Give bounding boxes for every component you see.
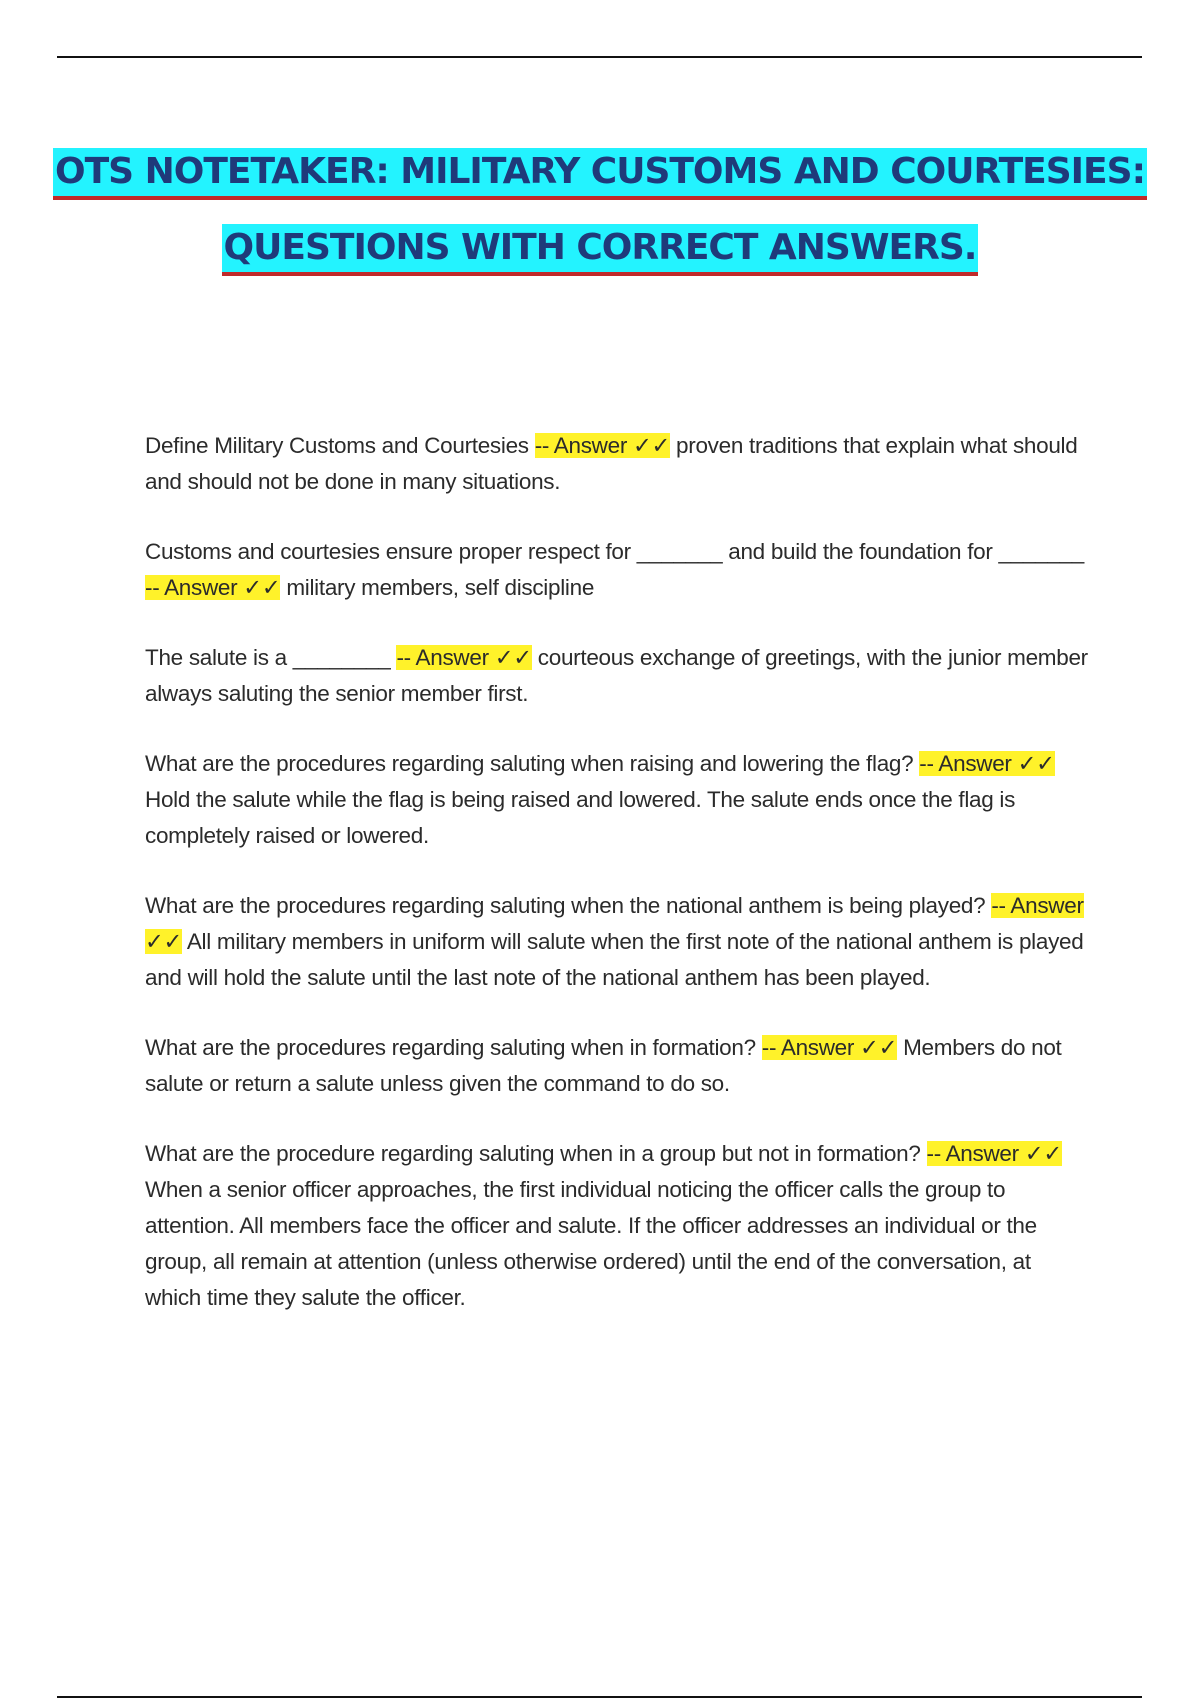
answer-text: All military members in uniform will salute when the first note of the national anthem is played and will hold the salute until the last note of the national anthem has been played. <box>145 929 1084 990</box>
question-text: Define Military Customs and Courtesies <box>145 433 529 458</box>
qa-item <box>145 640 1090 712</box>
question-text: What are the procedures regarding saluting when in formation? <box>145 1035 756 1060</box>
answer-marker: -- Answer ✓✓ <box>919 751 1055 776</box>
title-text-1: OTS NOTETAKER: MILITARY CUSTOMS AND COURTESIES: <box>53 148 1147 200</box>
question-text: What are the procedure regarding saluting when in a group but not in formation? <box>145 1141 921 1166</box>
question-text: The salute is a ________ <box>145 645 391 670</box>
answer-marker: -- Answer ✓✓ <box>145 893 1084 954</box>
answer-marker: -- Answer ✓✓ <box>534 433 671 458</box>
top-rule <box>57 56 1142 58</box>
title-text-2: QUESTIONS WITH CORRECT ANSWERS. <box>222 224 979 276</box>
qa-item <box>145 746 1090 854</box>
answer-marker: -- Answer ✓✓ <box>761 1035 898 1060</box>
answer-text: courteous exchange of greetings, with the junior member always saluting the senior member first. <box>145 645 1088 706</box>
title-line-2 <box>0 224 1200 276</box>
question-text: Customs and courtesies ensure proper respect for _______ and build the foundation for _______ <box>145 539 1084 564</box>
answer-text: proven traditions that explain what should and should not be done in many situations. <box>145 433 1078 494</box>
bottom-rule <box>57 1696 1142 1698</box>
answer-text: military members, self discipline <box>286 575 595 600</box>
question-text: What are the procedures regarding saluting when raising and lowering the flag? <box>145 751 914 776</box>
question-text: What are the procedures regarding saluting when the national anthem is being played? <box>145 893 986 918</box>
document-title <box>0 148 1200 276</box>
qa-item <box>145 534 1090 606</box>
answer-text: Members do not salute or return a salute unless given the command to do so. <box>145 1035 1062 1096</box>
answer-marker: -- Answer ✓✓ <box>926 1141 1062 1166</box>
title-line-1 <box>0 148 1200 200</box>
qa-list <box>145 428 1090 1350</box>
answer-marker: -- Answer ✓✓ <box>145 575 281 600</box>
qa-item <box>145 1030 1090 1102</box>
qa-item <box>145 428 1090 500</box>
answer-marker: -- Answer ✓✓ <box>396 645 532 670</box>
answer-text: When a senior officer approaches, the first individual noticing the officer calls the group to attention. All members face the officer and salute. If the officer addresses an individual or the group, all remain at attention (unless otherwise ordered) until the end of the conversation, at which time they salute the officer. <box>145 1177 1037 1310</box>
qa-item <box>145 1136 1090 1316</box>
qa-item <box>145 888 1090 996</box>
answer-text: Hold the salute while the flag is being raised and lowered. The salute ends once the flag is completely raised or lowered. <box>145 787 1016 848</box>
